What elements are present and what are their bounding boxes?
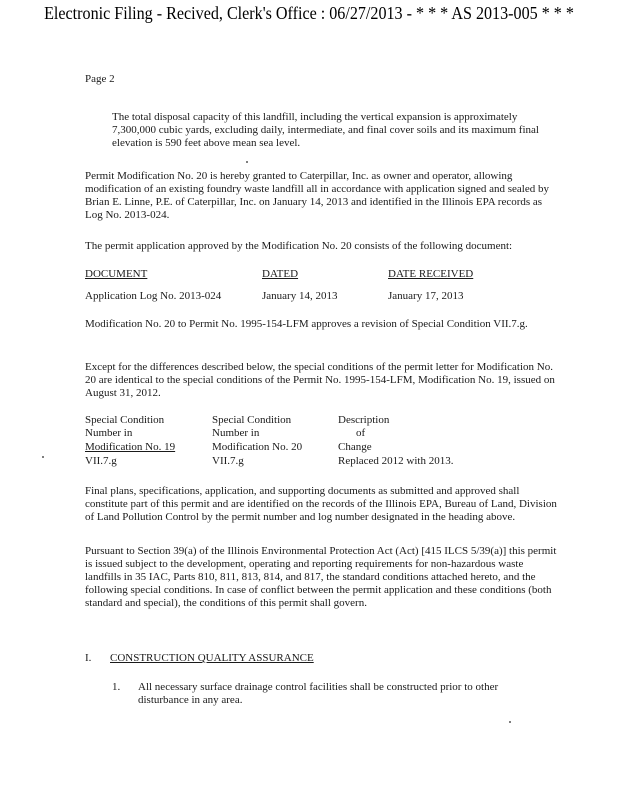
conditions-col-mod19-line1: Special Condition — [85, 414, 165, 426]
conditions-col-mod20-line3: Modification No. 20 — [212, 441, 303, 453]
conditions-col-mod20-value: VII.7.g — [212, 455, 244, 467]
conditions-col-mod19-line3: Modification No. 19 — [85, 441, 176, 453]
conditions-col-mod19-value: VII.7.g — [85, 455, 117, 467]
item-text: All necessary surface drainage control facilities shall be constructed prior to other disturbance in any area. — [138, 681, 499, 706]
page-label: Page 2 — [85, 73, 115, 85]
differences-paragraph: Except for the differences described below, the special conditions of the permit letter for Modification No. 20 are identical to the special conditions of the Permit No. 1995-154-LFM, Modification No. 19, issued on August 31, 2012. — [85, 361, 555, 399]
document-header-dated: DATED — [262, 268, 299, 280]
revision-paragraph: Modification No. 20 to Permit No. 1995-154-LFM approves a revision of Special Condition VII.7.g. — [85, 318, 528, 330]
section-numeral: I. — [85, 652, 92, 664]
application-approved-paragraph: The permit application approved by the Modification No. 20 consists of the following document: — [85, 240, 513, 252]
document-cell-name: Application Log No. 2013-024 — [85, 290, 222, 302]
conditions-col-mod20-line1: Special Condition — [212, 414, 292, 426]
conditions-col-desc-line2: of — [356, 427, 366, 439]
document-cell-received: January 17, 2013 — [388, 290, 464, 302]
conditions-col-mod19-line2: Number in — [85, 427, 133, 439]
scan-speck — [246, 161, 248, 163]
conditions-col-desc-line3: Change — [338, 441, 372, 453]
conditions-col-mod20-line2: Number in — [212, 427, 260, 439]
document-cell-dated: January 14, 2013 — [262, 290, 338, 302]
document-header-document: DOCUMENT — [85, 268, 148, 280]
scan-speck — [42, 456, 44, 458]
conditions-col-desc-value: Replaced 2012 with 2013. — [338, 455, 454, 467]
capacity-paragraph: The total disposal capacity of this landfill, including the vertical expansion is approximately 7,300,000 cubic yards, excluding daily, intermediate, and final cover soils and its maximum final elevation is 590 feet above mean sea level. — [112, 111, 539, 149]
pursuant-paragraph: Pursuant to Section 39(a) of the Illinois Environmental Protection Act (Act) [415 ILCS 5/39(a)] this permit is issued subject to the development, operating and reporting requirements for non-hazardous waste landfills in 35 IAC, Parts 810, 811, 813, 814, and 817, the standard conditions attached hereto, and the following special conditions. In case of conflict between the permit application and these conditions (both standard and special), the conditions of this permit shall govern. — [85, 545, 557, 609]
section-title: CONSTRUCTION QUALITY ASSURANCE — [110, 652, 314, 664]
conditions-col-desc-line1: Description — [338, 414, 390, 426]
final-plans-paragraph: Final plans, specifications, application, and supporting documents as submitted and approved shall constitute part of this permit and are identified on the records of the Illinois EPA, Bureau of Land, Division of Land Pollution Control by the permit number and log number designated in the heading above. — [85, 485, 557, 523]
item-number: 1. — [112, 681, 121, 693]
scan-speck — [509, 721, 511, 723]
permit-modification-paragraph: Permit Modification No. 20 is hereby granted to Caterpillar, Inc. as owner and operator, allowing modification of an existing foundry waste landfill all in accordance with application signed and sealed by Brian E. Linne, P.E. of Caterpillar, Inc. on January 14, 2013 and identified in the Illinois EPA records as Log No. 2013-024. — [85, 170, 549, 221]
filing-stamp-header: Electronic Filing - Recived, Clerk's Office : 06/27/2013 - * * * AS 2013-005 * * * — [44, 3, 574, 23]
document-header-date-received: DATE RECEIVED — [388, 268, 474, 280]
